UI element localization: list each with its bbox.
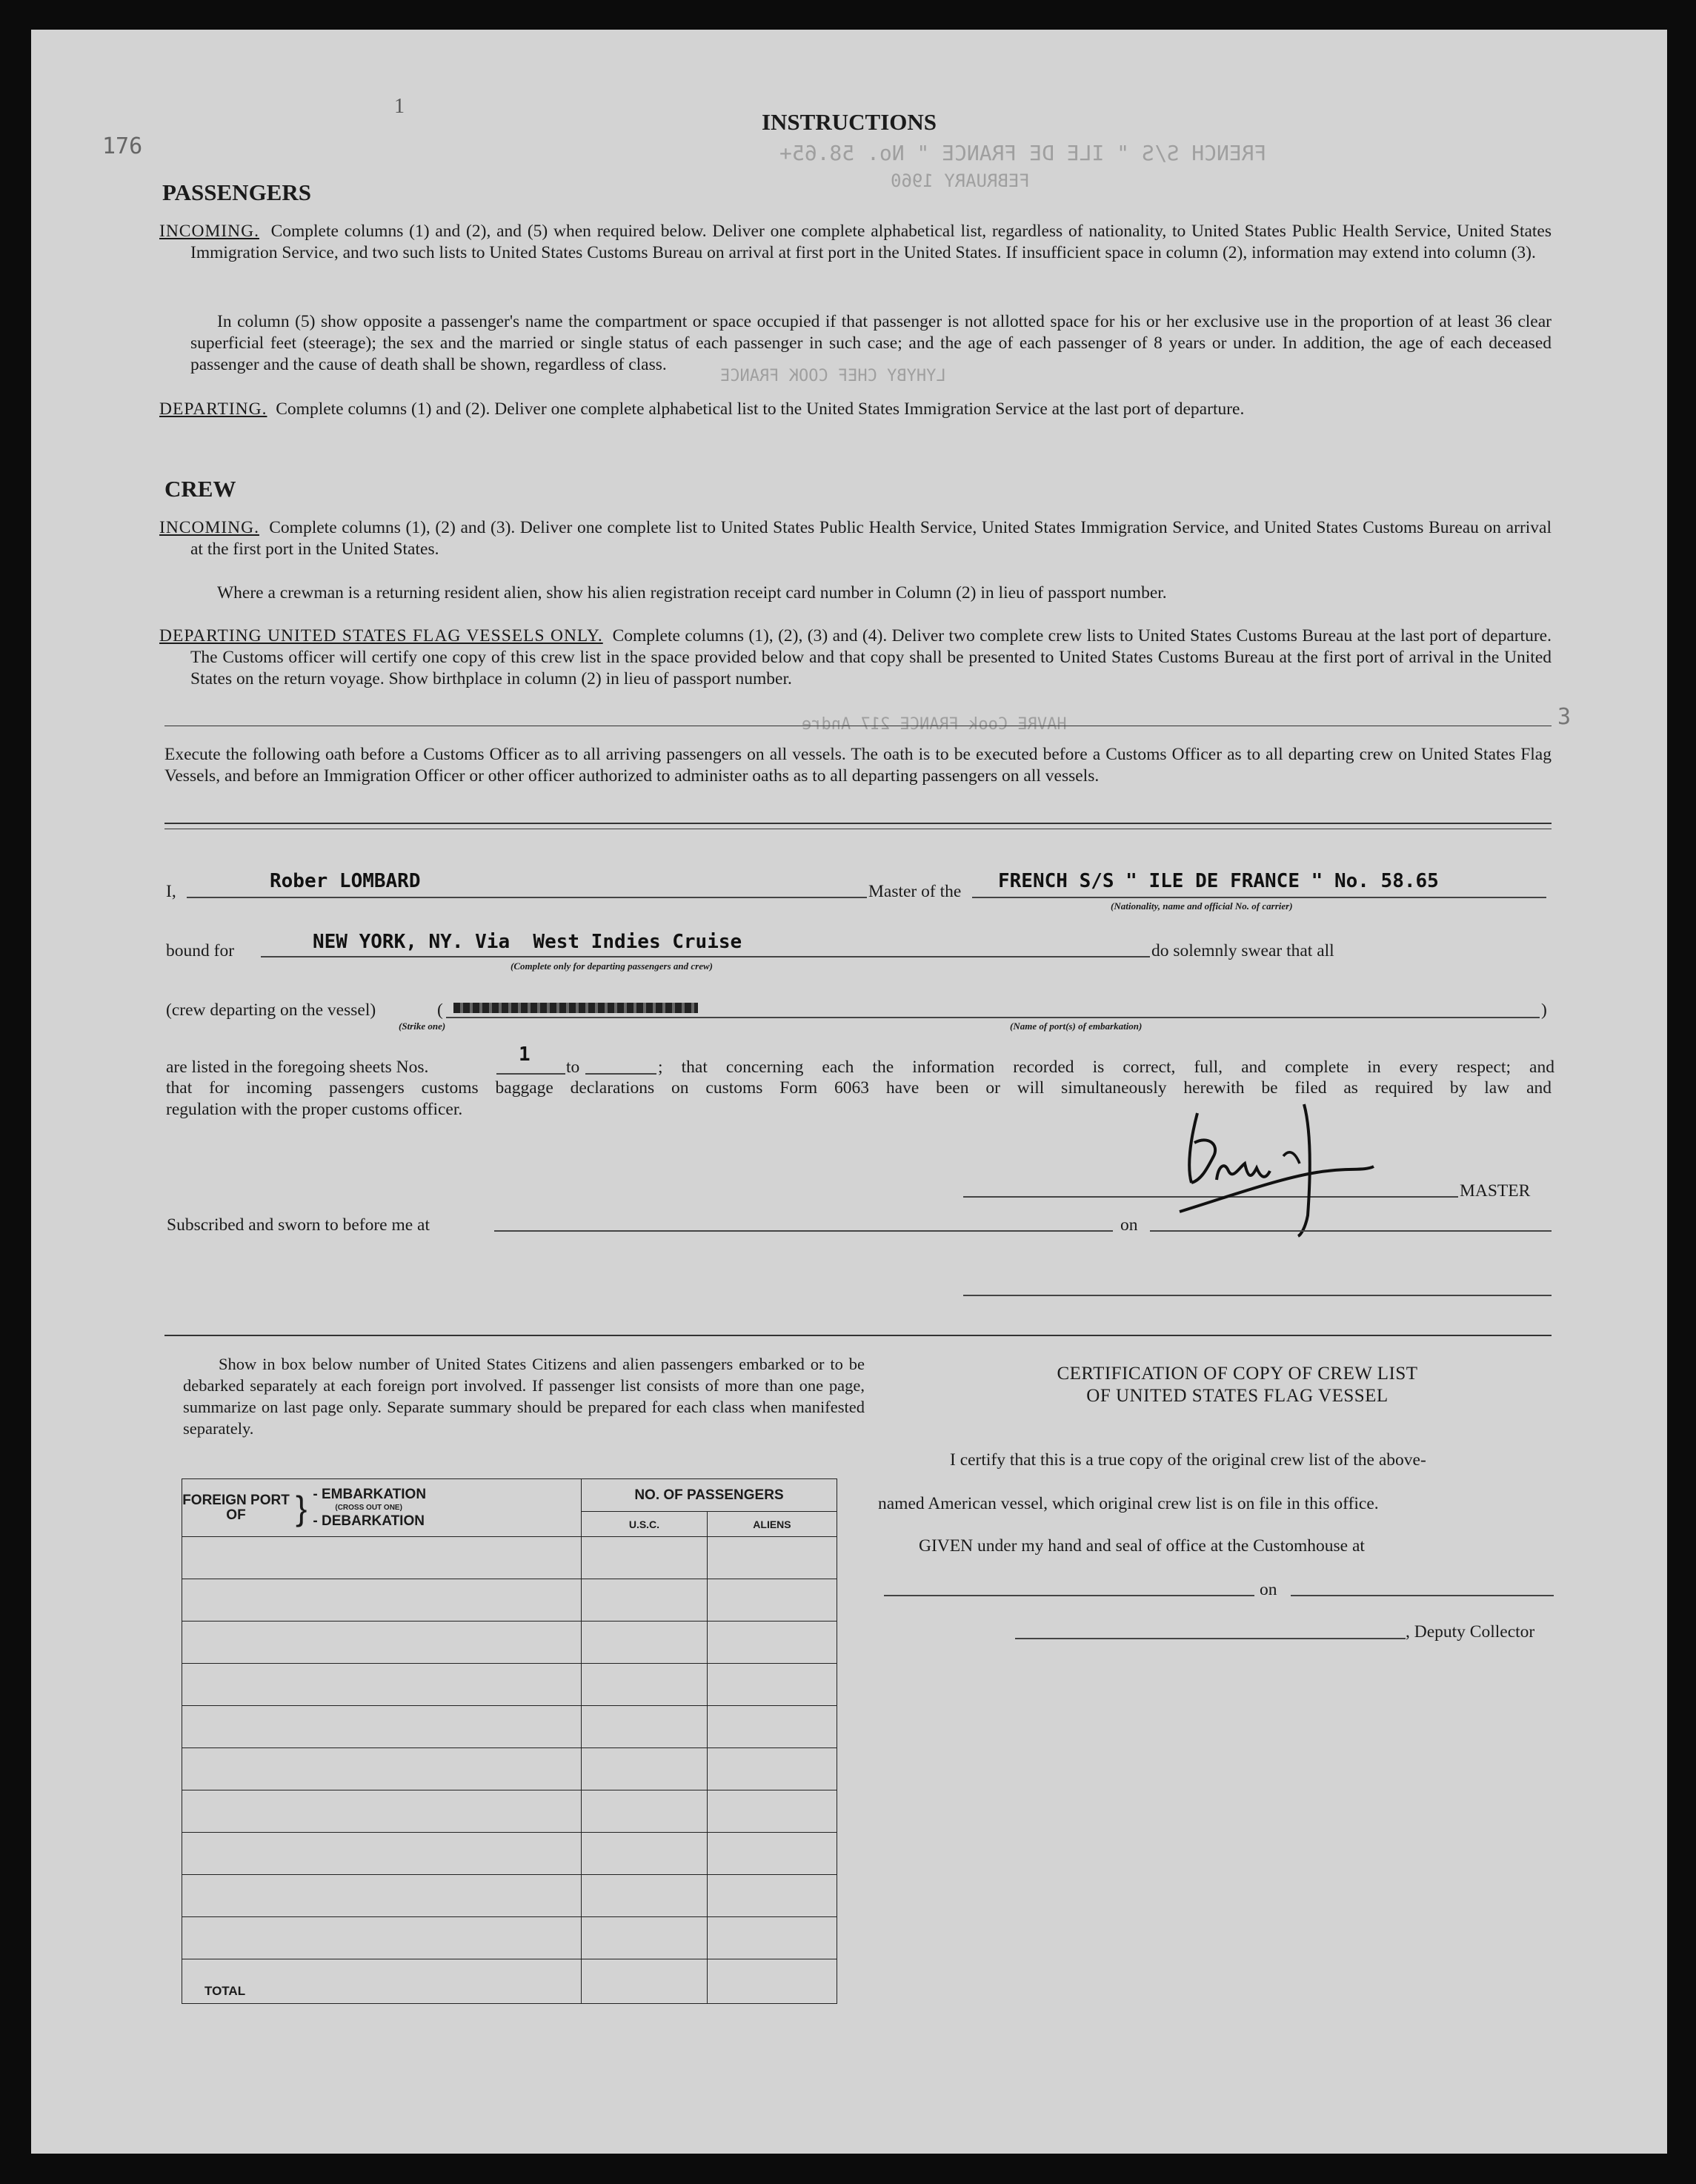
- embarkation-label: - EMBARKATION: [313, 1486, 427, 1502]
- subscribed-on-label: on: [1120, 1215, 1138, 1235]
- bleed-through-text: HAVRE Cook FRANCE 217 Andre: [802, 715, 1067, 734]
- certification-line-3: GIVEN under my hand and seal of office at the Customhouse at: [919, 1536, 1365, 1556]
- crew-heading: CREW: [164, 476, 236, 502]
- usc-cell: [581, 1875, 707, 1917]
- port-cell: [182, 1706, 582, 1748]
- divider: [164, 1335, 1552, 1336]
- port-cell: [182, 1537, 582, 1579]
- port-cell: [182, 1833, 582, 1875]
- port-cell: [182, 1664, 582, 1706]
- sheets-to-label: to: [566, 1058, 580, 1077]
- master-signature: [1165, 1097, 1409, 1238]
- aliens-cell: [707, 1748, 837, 1790]
- port-cell: [182, 1579, 582, 1622]
- usc-cell: [581, 1622, 707, 1664]
- cross-out-label: (CROSS OUT ONE): [335, 1503, 402, 1512]
- aliens-cell: [707, 1917, 837, 1959]
- usc-total-cell: [581, 1959, 707, 2004]
- crew-resident-paragraph: Where a crewman is a returning resident alien, show his alien registration receipt card number in Column (2) in lieu of passport number.: [217, 583, 1167, 603]
- correct-text-3: regulation with the proper customs officer.: [166, 1100, 463, 1119]
- passenger-summary-table: [182, 1478, 837, 2004]
- bleed-through-text: FRENCH S/S " ILE DE FRANCE " No. 58.65+: [779, 141, 1267, 165]
- margin-mark: 3: [1557, 704, 1572, 730]
- usc-cell: [581, 1833, 707, 1875]
- crew-incoming-text: Complete columns (1), (2) and (3). Deliver one complete list to United States Public Health Service, United States Immigration Service, and United States Customs Bureau on arrival at the first port in the United States.: [190, 518, 1552, 559]
- usc-cell: [581, 1579, 707, 1622]
- usc-cell: [581, 1664, 707, 1706]
- table-header-port: [182, 1479, 582, 1537]
- debarkation-label: - DEBARKATION: [313, 1513, 425, 1529]
- divider: [164, 823, 1552, 824]
- oath-instruction: Execute the following oath before a Customs Officer as to all arriving passengers on all vessels. The oath is to be executed before a Customs Officer as to all departing crew on United States Flag Vessels, and before an Immigration Officer or other officer authorized to administer oaths as to all departing passengers on all vessels.: [164, 745, 1552, 786]
- crew-departing-label: (crew departing on the vessel): [166, 1000, 376, 1020]
- aliens-cell: [707, 1875, 837, 1917]
- page-title: INSTRUCTIONS: [761, 109, 937, 135]
- document-sheet: [31, 30, 1667, 2154]
- certification-date-line: [1291, 1595, 1554, 1596]
- sheets-label: are listed in the foregoing sheets Nos.: [166, 1058, 429, 1077]
- certification-line-2: named American vessel, which original crew list is on file in this office.: [878, 1494, 1379, 1513]
- certification-line-1: I certify that this is a true copy of the original crew list of the above-: [950, 1450, 1426, 1470]
- vessel-name: FRENCH S/S " ILE DE FRANCE " No. 58.65: [998, 870, 1439, 892]
- usc-header: U.S.C.: [581, 1512, 707, 1537]
- aliens-cell: [707, 1790, 837, 1833]
- crew-departing-us-label: DEPARTING UNITED STATES FLAG VESSELS ONLY.: [159, 626, 603, 645]
- passengers-departing-label: DEPARTING.: [159, 399, 267, 419]
- passengers-heading: PASSENGERS: [162, 179, 311, 205]
- certification-place-line: [884, 1595, 1254, 1596]
- sheets-from: 1: [519, 1043, 531, 1066]
- certification-title-2: OF UNITED STATES FLAG VESSEL: [1086, 1386, 1389, 1406]
- passengers-departing-paragraph: [159, 399, 1552, 420]
- no-passengers-header: NO. OF PASSENGERS: [581, 1479, 837, 1512]
- passengers-incoming-paragraph: [159, 221, 1552, 264]
- bound-for-line: [261, 956, 1150, 957]
- subscribed-place-line: [494, 1230, 1113, 1232]
- crew-incoming-label: INCOMING.: [159, 518, 259, 537]
- master-label: MASTER: [1460, 1181, 1531, 1201]
- bound-for-value: NEW YORK, NY. Via West Indies Cruise: [313, 931, 742, 953]
- deputy-collector-label: , Deputy Collector: [1406, 1622, 1535, 1642]
- bleed-through-text: FEBRUARY 1960: [891, 170, 1030, 191]
- master-of-label: Master of the: [868, 882, 962, 901]
- master-name: Rober LOMBARD: [270, 870, 421, 892]
- aliens-header: ALIENS: [707, 1512, 837, 1537]
- page-mark: 1: [394, 95, 405, 118]
- crew-incoming-paragraph: [159, 517, 1552, 560]
- ports-line: [446, 1017, 1540, 1018]
- aliens-cell: [707, 1579, 837, 1622]
- aliens-cell: [707, 1622, 837, 1664]
- margin-mark: 176: [102, 133, 143, 159]
- aliens-cell: [707, 1537, 837, 1579]
- oath-i-label: I,: [166, 882, 176, 901]
- usc-cell: [581, 1917, 707, 1959]
- swear-text: do solemnly swear that all: [1151, 941, 1334, 960]
- port-cell: [182, 1622, 582, 1664]
- ports-caption: (Name of port(s) of embarkation): [1010, 1020, 1143, 1032]
- passengers-departing-text: Complete columns (1) and (2). Deliver one complete alphabetical list to the United States Immigration Service at the last port of departure.: [276, 399, 1245, 419]
- foreign-port-label: FOREIGN PORT OF: [182, 1492, 290, 1523]
- total-label: TOTAL: [182, 1959, 582, 2004]
- vessel-caption: (Nationality, name and official No. of carrier): [1111, 900, 1293, 912]
- port-cell: [182, 1875, 582, 1917]
- subscribed-date-line: [1150, 1230, 1552, 1232]
- deputy-signature-line: [1015, 1638, 1406, 1639]
- correct-text: ; that concerning each the information recorded is correct, full, and complete in every respect; and: [658, 1058, 1554, 1077]
- aliens-cell: [707, 1706, 837, 1748]
- usc-cell: [581, 1537, 707, 1579]
- aliens-total-cell: [707, 1959, 837, 2004]
- correct-text-2: that for incoming passengers customs baggage declarations on customs Form 6063 have been or will simultaneously herewith be filed as required by law and: [166, 1078, 1552, 1098]
- master-name-line: [187, 897, 867, 898]
- summary-instructions: Show in box below number of United States Citizens and alien passengers embarked or to be debarked separately at each foreign port involved. If passenger list consists of more than one page, summarize on last page only. Separate summary should be prepared for each class when manifested separately.: [183, 1355, 865, 1438]
- crew-departing-us-text: Complete columns (1), (2), (3) and (4). Deliver two complete crew lists to United States Customs Bureau at the last port of departure. The Customs officer will certify one copy of this crew list in the space provided below and that copy shall be presented to United States Customs Bureau at the first port of arrival in the United States on the return voyage. Show birthplace in column (2) in lieu of passport number.: [190, 626, 1552, 688]
- struck-out-text: [453, 1003, 698, 1013]
- strike-caption: (Strike one): [399, 1020, 446, 1032]
- officer-signature-line: [963, 1295, 1552, 1296]
- aliens-cell: [707, 1664, 837, 1706]
- port-cell: [182, 1917, 582, 1959]
- crew-departing-us-paragraph: [159, 625, 1552, 690]
- bound-for-caption: (Complete only for departing passengers and crew): [511, 960, 713, 972]
- usc-cell: [581, 1706, 707, 1748]
- subscribed-label: Subscribed and sworn to before me at: [167, 1215, 430, 1235]
- passengers-incoming-text: Complete columns (1) and (2), and (5) when required below. Deliver one complete alphabetical list, regardless of nationality, to United States Public Health Service, United States Immigration Service, and two such lists to United States Customs Bureau on arrival at first port in the United States. If insufficient space in column (2), information may extend into column (3).: [190, 222, 1552, 262]
- brace-glyph: }: [296, 1488, 307, 1527]
- passengers-incoming-label: INCOMING.: [159, 222, 259, 241]
- port-cell: [182, 1748, 582, 1790]
- sheets-to-line: [585, 1073, 656, 1075]
- vessel-line: [972, 897, 1546, 898]
- passengers-column5-paragraph: In column (5) show opposite a passenger's name the compartment or space occupied if that passenger is not allotted space for his or her exclusive use in the proportion of at least 36 clear superficial feet (steerage); the sex and the married or single status of each passenger in such case; and the age of each passenger of 8 years or under. In addition, the age of each deceased passenger and the cause of death shall be shown, regardless of class.: [190, 312, 1552, 374]
- usc-cell: [581, 1748, 707, 1790]
- certification-on-label: on: [1260, 1580, 1277, 1599]
- close-paren: ): [1541, 1000, 1547, 1020]
- open-paren: (: [437, 1000, 443, 1020]
- certification-title-1: CERTIFICATION OF COPY OF CREW LIST: [1057, 1364, 1418, 1384]
- port-cell: [182, 1790, 582, 1833]
- bound-for-label: bound for: [166, 941, 235, 960]
- bleed-through-text: LYHYBY CHEF COOK FRANCE: [720, 367, 946, 385]
- sheets-from-line: [496, 1073, 565, 1075]
- usc-cell: [581, 1790, 707, 1833]
- aliens-cell: [707, 1833, 837, 1875]
